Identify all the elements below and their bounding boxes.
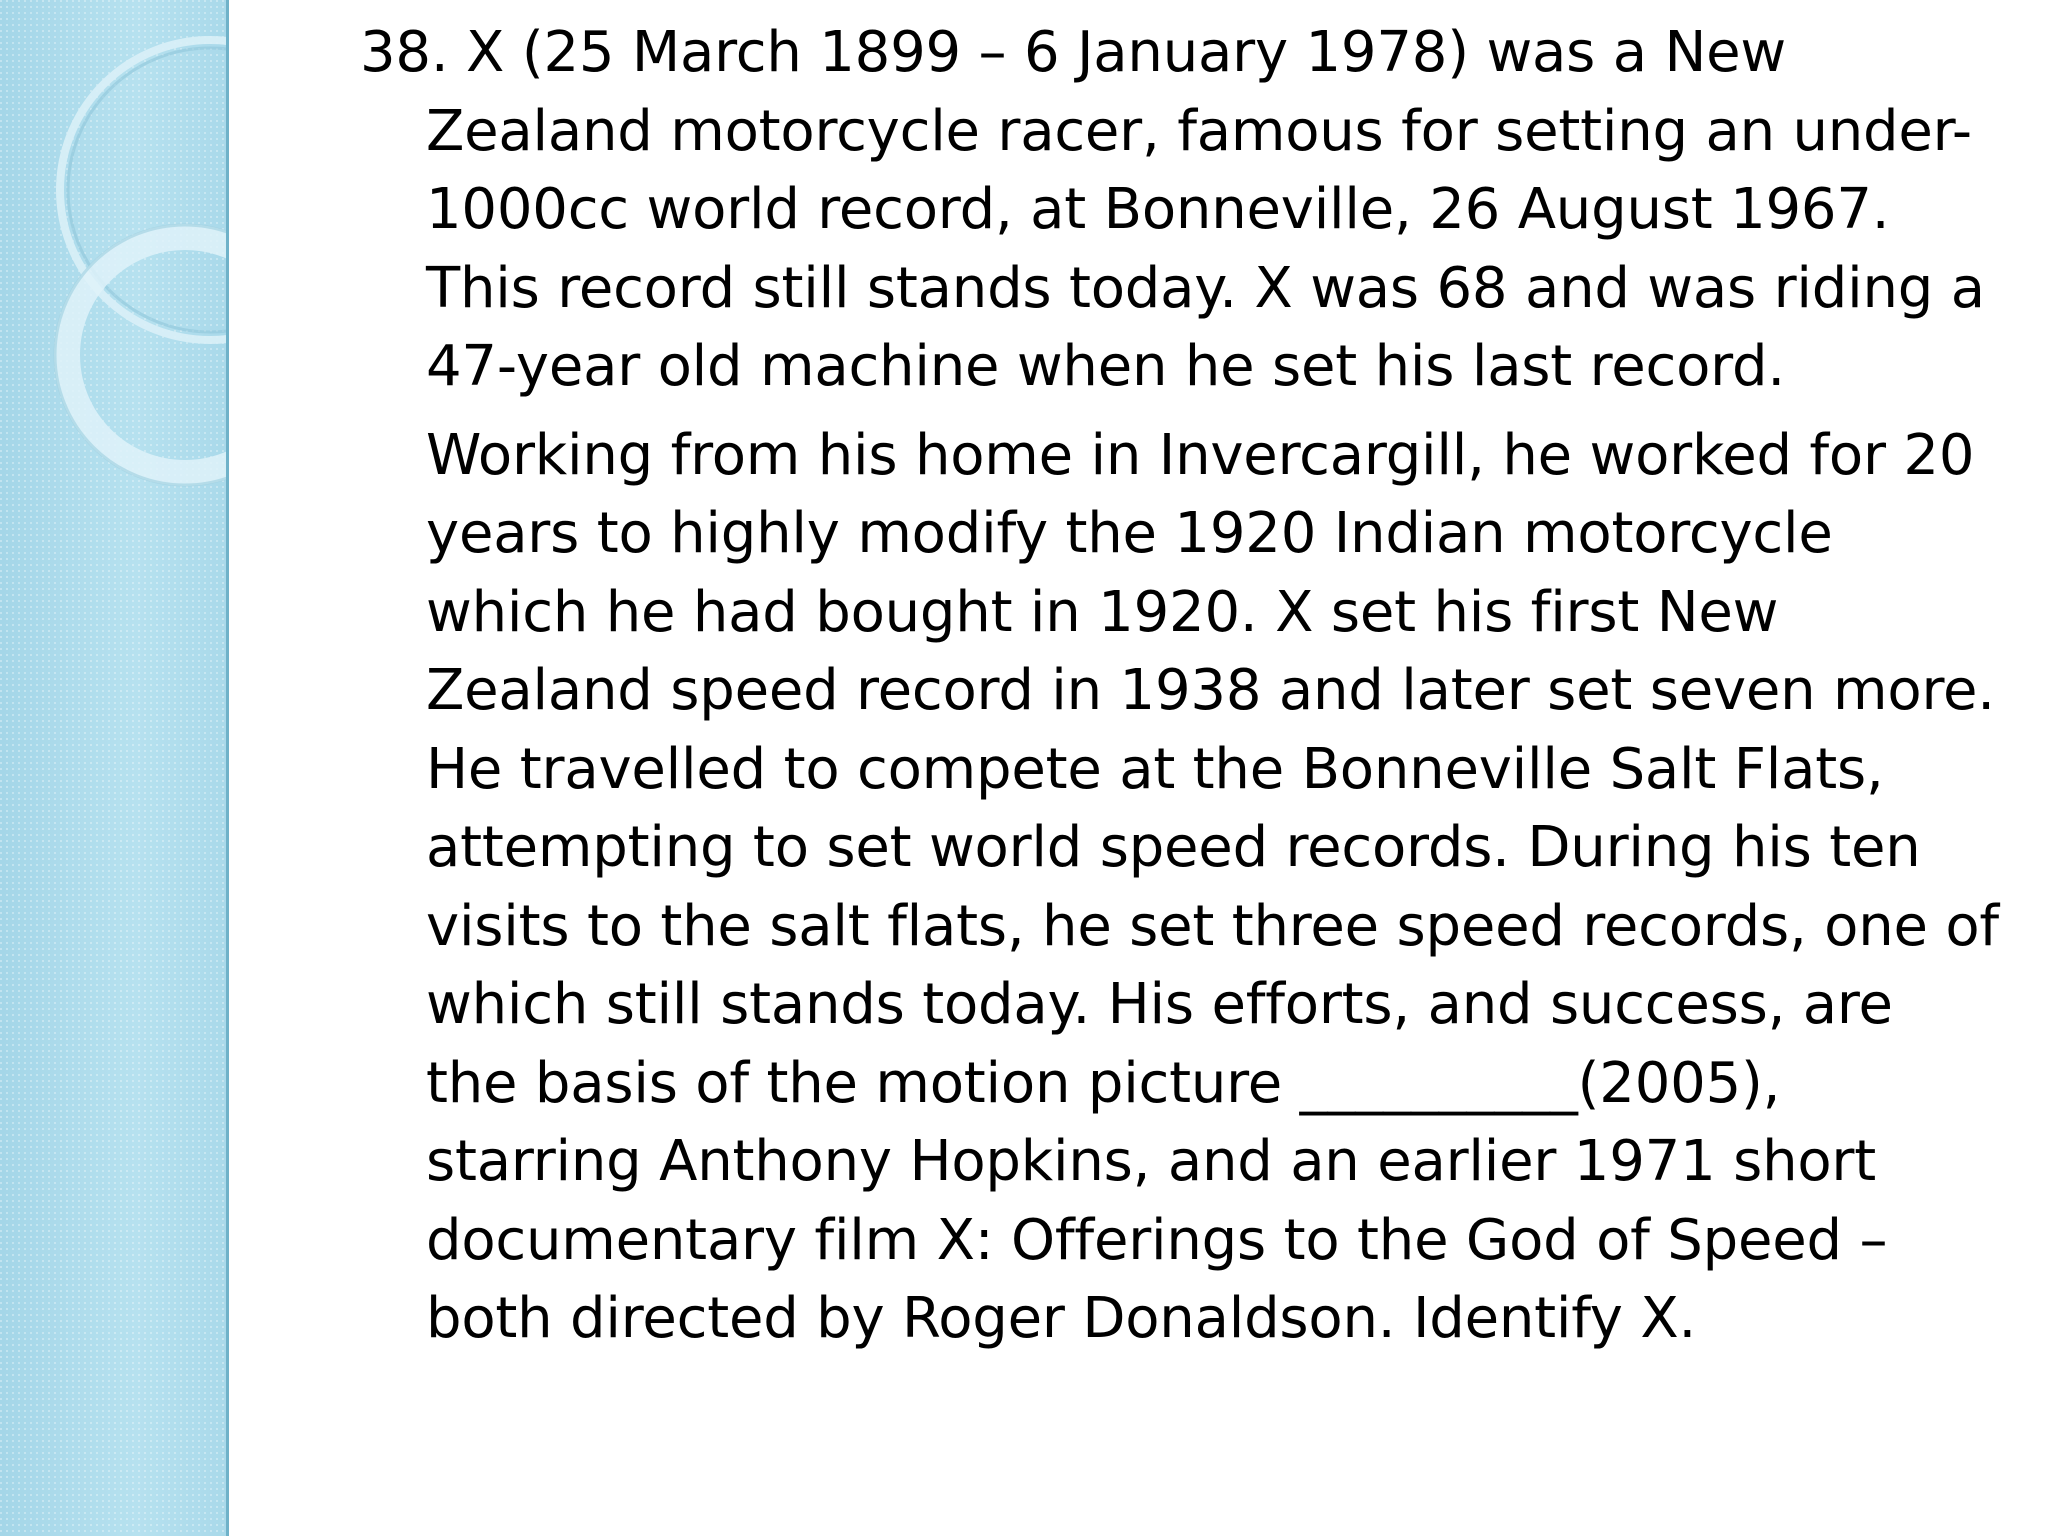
sidebar-divider [226, 0, 229, 1536]
decorative-sidebar [0, 0, 228, 1536]
question-detail-paragraph: Working from his home in Invercargill, he worked for 20 years to highly modify the 1920 Indian motorcycle which he had bought in 1920. X set his first New Zealand speed record in 1938 and later set seven more. He travelled to compete at the Bonneville Salt Flats, attempting to set world speed records. During his ten visits to the salt flats, he set three speed records, one of which still stands today. His efforts, and success, are the basis of the motion picture __________(2005), starring Anthony Hopkins, and an earlier 1971 short documentary film X: Offerings to the God of Speed – both directed by Roger Donaldson. Identify X. [426, 422, 1999, 1351]
inner-ring [67, 237, 228, 473]
question-paragraph: 38. X (25 March 1899 – 6 January 1978) was a New Zealand motorcycle racer, famous for setting an under-1000cc world record, at Bonneville, 26 August 1967. This record still stands today. X was 68 and was riding a 47-year old machine when he set his last record. [360, 20, 1985, 399]
slide-content [360, 14, 2000, 1359]
decorative-rings [0, 0, 228, 1536]
